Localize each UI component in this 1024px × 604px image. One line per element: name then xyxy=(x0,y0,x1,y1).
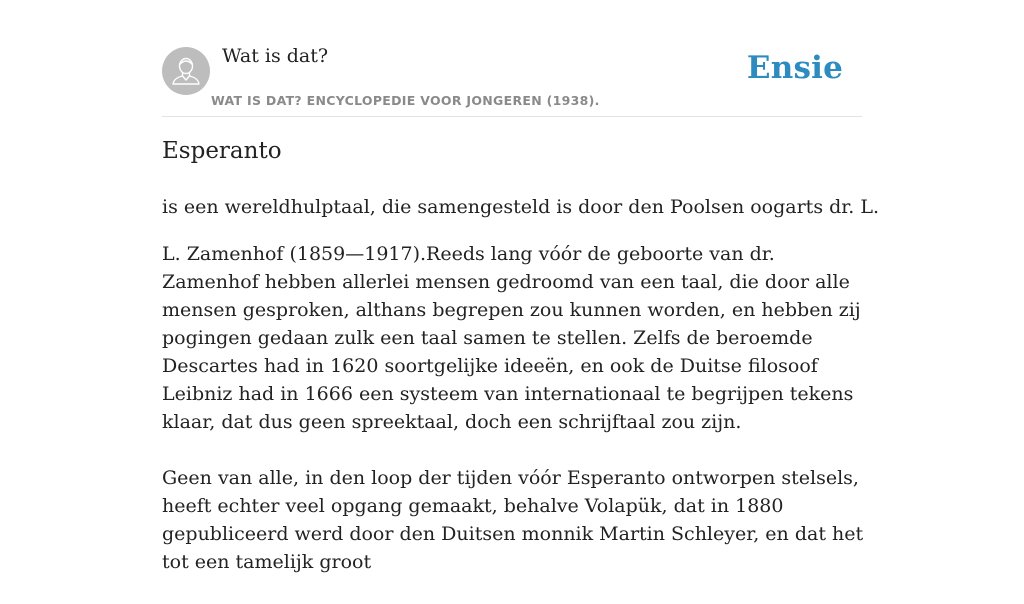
source-subtitle: WAT IS DAT? ENCYCLOPEDIE VOOR JONGEREN (1938). xyxy=(211,93,600,108)
article-lead: is een wereldhulptaal, die samengesteld is door den Poolsen oogarts dr. L. xyxy=(162,196,879,218)
source-avatar[interactable] xyxy=(162,47,210,95)
article-paragraph: L. Zamenhof (1859—1917).Reeds lang vóór de geboorte van dr. Zamenhof hebben allerlei mensen gedroomd van een taal, die door alle mensen gesproken, althans begrepen zou kunnen worden, en hebben zij pogingen gedaan zulk een taal samen te stellen. Zelfs de beroemde Descartes had in 1620 soortgelijke ideeën, en ook de Duitse filosoof Leibniz had in 1666 een systeem van internationaal te begrijpen tekens klaar, dat dus geen spreektaal, doch een schrijftaal zou zijn. xyxy=(162,243,861,433)
source-header xyxy=(162,0,862,117)
source-title[interactable]: Wat is dat? xyxy=(222,45,329,67)
article-body xyxy=(162,240,864,604)
user-silhouette-icon xyxy=(162,47,210,95)
brand-logo[interactable]: Ensie xyxy=(746,50,843,86)
page xyxy=(162,0,879,573)
article-title: Esperanto xyxy=(162,138,282,164)
article-paragraph: Geen van alle, in den loop der tijden vóór Esperanto ontworpen stelsels, heeft echter veel opgang gemaakt, behalve Volapük, dat in 1880 gepubliceerd werd door den Duitsen monnik Martin Schleyer, en dat het tot een tamelijk groot xyxy=(162,467,864,573)
